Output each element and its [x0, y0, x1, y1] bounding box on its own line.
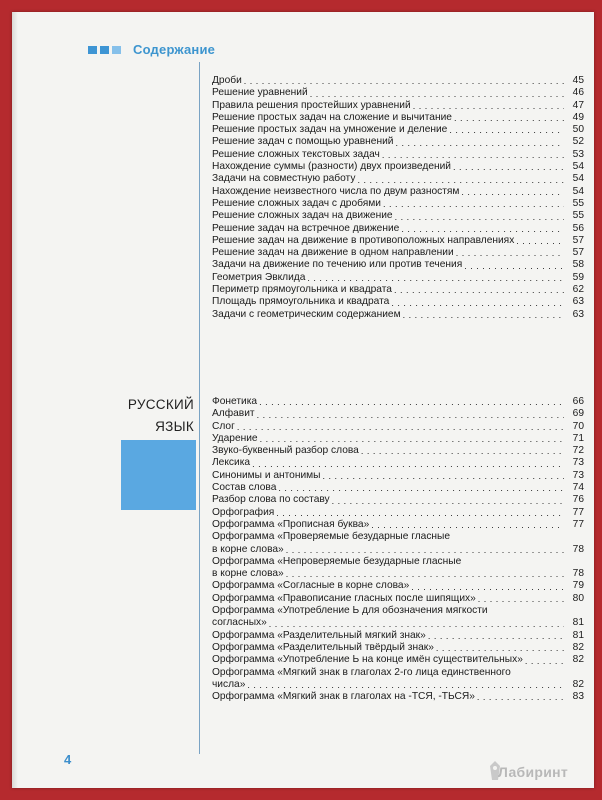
toc-leader-dots: [464, 260, 564, 270]
toc-entry-page: 56: [572, 222, 584, 234]
toc-entry-title: Фонетика: [212, 396, 258, 407]
page-number: 4: [64, 752, 72, 767]
toc-leader-dots: [461, 186, 564, 196]
toc-leader-dots: [454, 112, 564, 122]
toc-leader-dots: [247, 679, 564, 689]
toc-entry: [212, 124, 584, 136]
toc-entry-page: 70: [572, 420, 584, 432]
toc-leader-dots: [332, 495, 564, 505]
toc-entry-title: Орфограмма «Мягкий знак в глаголах 2-го лица единственного: [212, 666, 511, 678]
toc-entry-title: Нахождение неизвестного числа по двум разностям: [212, 185, 460, 197]
toc-leader-dots: [310, 88, 564, 98]
toc-entry: [212, 531, 584, 556]
toc-entry-title: Орфограмма «Проверяемые безударные гласные: [212, 531, 451, 543]
toc-leader-dots: [456, 247, 564, 257]
toc-entry-page: 78: [572, 543, 584, 555]
toc-entry-title-cont: в корне слова»: [212, 568, 284, 580]
toc-leader-dots: [395, 137, 564, 147]
toc-entry: [212, 223, 584, 235]
toc-entry-title: Орфограмма «Прописная буква»: [212, 518, 370, 530]
toc-entry-page: 66: [572, 396, 584, 407]
toc-entry: [212, 235, 584, 247]
toc-entry: [212, 247, 584, 259]
page-title: Содержание: [133, 42, 216, 57]
toc-leader-dots: [244, 75, 564, 85]
toc-entry: [212, 75, 584, 87]
toc-entry-page: 54: [572, 185, 584, 197]
toc-leader-dots: [428, 630, 564, 640]
toc-leader-dots: [371, 519, 564, 529]
toc-entry-page: 82: [572, 678, 584, 690]
toc-entry-page: 46: [572, 87, 584, 99]
toc-leader-dots: [403, 309, 564, 319]
book-page: [12, 12, 594, 788]
section-title-line1: РУССКИЙ: [127, 397, 194, 412]
toc-leader-dots: [401, 223, 564, 233]
toc-leader-dots: [477, 691, 564, 701]
toc-entry: [212, 296, 584, 308]
toc-entry-title: Решение сложных текстовых задач: [212, 148, 380, 160]
section-title-russian: [90, 394, 194, 438]
toc-entry-title: Решение задач на движение в одном направлении: [212, 247, 454, 259]
toc-entry-title: Дроби: [212, 75, 242, 86]
toc-russian-list: [212, 396, 584, 703]
toc-entry: [212, 630, 584, 642]
toc-entry-title: Задачи на совместную работу: [212, 173, 356, 185]
toc-entry-title: Решение простых задач на умножение и деление: [212, 124, 448, 136]
toc-entry: [212, 470, 584, 482]
toc-entry: [212, 556, 584, 581]
toc-leader-dots: [307, 272, 564, 282]
toc-entry: [212, 136, 584, 148]
toc-entry: [212, 149, 584, 161]
toc-entry: [212, 642, 584, 654]
toc-entry: [212, 100, 584, 112]
toc-entry: [212, 421, 584, 433]
watermark-logo: Лабиринт: [498, 764, 569, 780]
toc-leader-dots: [237, 421, 564, 431]
toc-entry-page: 47: [572, 99, 584, 111]
toc-entry-page: 82: [572, 654, 584, 666]
toc-entry: [212, 173, 584, 185]
toc-entry-title: Нахождение суммы (разности) двух произведений: [212, 161, 451, 173]
toc-leader-dots: [411, 581, 564, 591]
toc-entry-page: 76: [572, 494, 584, 506]
section-color-block: [121, 440, 196, 510]
toc-entry-title: Орфограмма «Разделительный мягкий знак»: [212, 629, 426, 641]
toc-entry-title: Решение задач на встречное движение: [212, 222, 400, 234]
toc-entry: [212, 593, 584, 605]
toc-leader-dots: [395, 211, 564, 221]
toc-entry-page: 74: [572, 482, 584, 494]
toc-entry: [212, 605, 584, 630]
contents-header: [88, 42, 215, 57]
toc-entry-page: 58: [572, 259, 584, 271]
toc-leader-dots: [436, 642, 564, 652]
toc-entry-page: 77: [572, 506, 584, 518]
toc-entry-page: 55: [572, 210, 584, 222]
toc-entry-page: 63: [572, 296, 584, 308]
toc-entry-page: 52: [572, 136, 584, 148]
toc-entry: [212, 112, 584, 124]
toc-entry-title: Решение сложных задач с дробями: [212, 197, 381, 209]
toc-entry: [212, 161, 584, 173]
section-title-line2: ЯЗЫК: [155, 419, 194, 434]
toc-entry-title: Решение сложных задач на движение: [212, 210, 393, 222]
toc-leader-dots: [259, 396, 564, 406]
toc-entry-page: 69: [572, 408, 584, 420]
toc-entry-title: Орфограмма «Мягкий знак в глаголах на -ТСЯ, -ТЬСЯ»: [212, 691, 475, 703]
toc-entry-page: 59: [572, 271, 584, 283]
toc-entry-title: Правила решения простейших уравнений: [212, 99, 411, 111]
toc-entry-title: Решение уравнений: [212, 87, 308, 99]
toc-leader-dots: [323, 470, 565, 480]
toc-entry-page: 53: [572, 148, 584, 160]
toc-entry-page: 83: [572, 691, 584, 703]
toc-entry: [212, 272, 584, 284]
toc-math-list: [212, 75, 584, 321]
toc-entry: [212, 87, 584, 99]
toc-entry-page: 81: [572, 617, 584, 629]
toc-entry-page: 80: [572, 592, 584, 604]
toc-entry: [212, 482, 584, 494]
toc-entry-page: 82: [572, 641, 584, 653]
toc-entry-title: Задачи на движение по течению или против течения: [212, 259, 463, 271]
toc-entry-page: 57: [572, 247, 584, 259]
header-squares-icon: [88, 46, 121, 54]
toc-entry: [212, 309, 584, 321]
toc-entry-page: 72: [572, 445, 584, 457]
toc-entry: [212, 507, 584, 519]
toc-leader-dots: [260, 433, 564, 443]
toc-entry-title: Разбор слова по составу: [212, 494, 330, 506]
toc-entry: [212, 494, 584, 506]
toc-leader-dots: [449, 124, 564, 134]
toc-entry-title: Ударение: [212, 432, 258, 444]
toc-entry-title: Орфограмма «Употребление Ь для обозначения мягкости: [212, 605, 488, 617]
toc-entry: [212, 457, 584, 469]
toc-entry-page: 62: [572, 284, 584, 296]
column-divider: [199, 62, 200, 754]
toc-leader-dots: [383, 198, 564, 208]
toc-entry-title: Площадь прямоугольника и квадрата: [212, 296, 390, 308]
toc-leader-dots: [286, 568, 564, 578]
toc-entry-page: 57: [572, 234, 584, 246]
toc-leader-dots: [413, 100, 564, 110]
toc-entry: [212, 396, 584, 408]
toc-entry-title: Решение задач на движение в противоположных направлениях: [212, 234, 515, 246]
toc-entry-page: 78: [572, 568, 584, 580]
toc-entry: [212, 210, 584, 222]
toc-entry: [212, 259, 584, 271]
toc-entry: [212, 654, 584, 666]
page-spine-shadow: [12, 12, 18, 788]
toc-entry-page: 49: [572, 111, 584, 123]
toc-entry-title: Задачи с геометрическим содержанием: [212, 308, 401, 320]
toc-entry: [212, 691, 584, 703]
toc-leader-dots: [525, 655, 564, 665]
toc-entry-page: 50: [572, 124, 584, 136]
toc-entry: [212, 433, 584, 445]
toc-entry-title: Лексика: [212, 457, 251, 469]
toc-entry: [212, 580, 584, 592]
toc-entry-page: 79: [572, 580, 584, 592]
toc-entry-title: Звуко-буквенный разбор слова: [212, 445, 359, 457]
toc-entry: [212, 198, 584, 210]
toc-leader-dots: [453, 161, 564, 171]
toc-leader-dots: [382, 149, 564, 159]
toc-entry-page: 45: [572, 75, 584, 86]
toc-entry-title: Состав слова: [212, 482, 277, 494]
toc-leader-dots: [394, 284, 564, 294]
toc-entry-page: 71: [572, 432, 584, 444]
toc-entry-title: Орфограмма «Правописание гласных после шипящих»: [212, 592, 476, 604]
toc-leader-dots: [361, 445, 564, 455]
toc-entry: [212, 284, 584, 296]
toc-entry-page: 81: [572, 629, 584, 641]
toc-entry-title: Геометрия Эвклида: [212, 271, 306, 283]
toc-leader-dots: [516, 235, 564, 245]
toc-entry: [212, 519, 584, 531]
toc-entry-page: 55: [572, 197, 584, 209]
toc-entry-title: Решение задач с помощью уравнений: [212, 136, 394, 148]
toc-entry: [212, 445, 584, 457]
toc-entry-title: Орфография: [212, 506, 275, 518]
toc-entry-title: Орфограмма «Непроверяемые безударные гласные: [212, 555, 462, 567]
toc-entry-page: 54: [572, 161, 584, 173]
toc-entry: [212, 186, 584, 198]
toc-entry-page: 73: [572, 457, 584, 469]
toc-entry-title-cont: согласных»: [212, 617, 267, 629]
toc-entry-title: Слог: [212, 420, 235, 432]
toc-leader-dots: [276, 507, 564, 517]
toc-entry-title-cont: числа»: [212, 678, 246, 690]
toc-entry-page: 77: [572, 518, 584, 530]
toc-leader-dots: [478, 593, 564, 603]
toc-leader-dots: [278, 482, 564, 492]
toc-leader-dots: [391, 297, 564, 307]
toc-entry-title: Орфограмма «Употребление Ь на конце имён существительных»: [212, 654, 523, 666]
toc-entry-title: Решение простых задач на сложение и вычитание: [212, 111, 452, 123]
toc-entry-title: Алфавит: [212, 408, 255, 420]
toc-leader-dots: [269, 618, 564, 628]
toc-leader-dots: [252, 458, 564, 468]
toc-entry-page: 73: [572, 469, 584, 481]
toc-leader-dots: [257, 409, 564, 419]
toc-entry-title: Синонимы и антонимы: [212, 469, 321, 481]
toc-entry-page: 63: [572, 308, 584, 320]
toc-entry-title-cont: в корне слова»: [212, 543, 284, 555]
toc-entry-title: Периметр прямоугольника и квадрата: [212, 284, 392, 296]
toc-entry-title: Орфограмма «Согласные в корне слова»: [212, 580, 410, 592]
toc-entry: [212, 408, 584, 420]
toc-leader-dots: [357, 174, 564, 184]
toc-leader-dots: [286, 544, 564, 554]
toc-entry-title: Орфограмма «Разделительный твёрдый знак»: [212, 641, 434, 653]
toc-entry: [212, 667, 584, 692]
toc-entry-page: 54: [572, 173, 584, 185]
